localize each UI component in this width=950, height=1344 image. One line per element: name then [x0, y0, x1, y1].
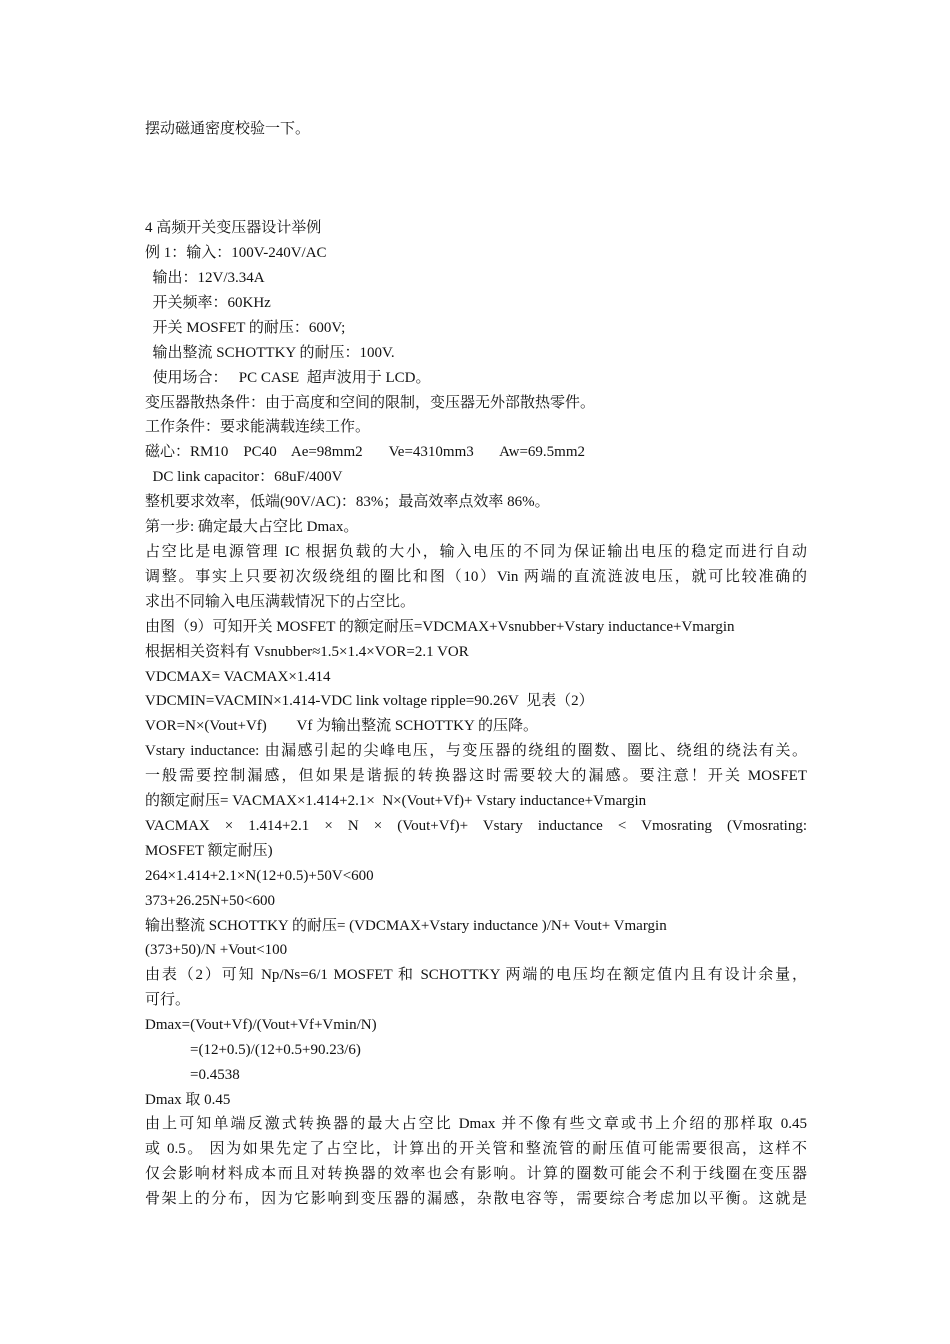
text-line: 磁心：RM10 PC40 Ae=98mm2 Ve=4310mm3 Aw=69.5mm2: [145, 444, 586, 460]
text-line: VDCMIN=VACMIN×1.414-VDC link voltage ripple=90.26V 见表（2）: [145, 693, 594, 709]
text-line: 输出整流 SCHOTTKY 的耐压：100V.: [145, 345, 395, 361]
text-line: 占空比是电源管理 IC 根据负载的大小，输入电压的不同为保证输出电压的稳定而进行自动: [145, 544, 807, 560]
formula-line: Dmax=(Vout+Vf)/(Vout+Vf+Vmin/N): [145, 1017, 377, 1033]
text-line: 可行。: [145, 992, 191, 1008]
text-line: 仅会影响材料成本而且对转换器的效率也会有影响。计算的圈数可能会不利于线圈在变压器: [145, 1166, 807, 1182]
formula-line: =(12+0.5)/(12+0.5+90.23/6): [145, 1042, 361, 1058]
text-line: 的额定耐压= VACMAX×1.414+2.1× N×(Vout+Vf)+ Vstary inductance+Vmargin: [145, 793, 647, 809]
text-line: 由图（9）可知开关 MOSFET 的额定耐压=VDCMAX+Vsnubber+Vstary inductance+Vmargin: [145, 619, 735, 635]
text-line: 开关 MOSFET 的耐压：600V;: [145, 320, 346, 336]
text-line: 由上可知单端反激式转换器的最大占空比 Dmax 并不像有些文章或书上介绍的那样取 0.45: [145, 1116, 807, 1132]
text-line: Vstary inductance: 由漏感引起的尖峰电压，与变压器的绕组的圈数、圈比、绕组的绕法有关。: [145, 743, 807, 759]
text-line: 整机要求效率，低端(90V/AC)：83%；最高效率点效率 86%。: [145, 494, 550, 510]
text-line: 一般需要控制漏感，但如果是谐振的转换器这时需要较大的漏感。要注意！开关 MOSFET: [145, 768, 807, 784]
text-line: 根据相关资料有 Vsnubber≈1.5×1.4×VOR=2.1 VOR: [145, 644, 469, 660]
text-line: 使用场合： PC CASE 超声波用于 LCD。: [145, 370, 431, 386]
text-line: 第一步: 确定最大占空比 Dmax。: [145, 519, 359, 535]
text-line: VACMAX × 1.414+2.1 × N × (Vout+Vf)+ Vstary inductance < Vmosrating (Vmosrating:: [145, 818, 807, 834]
text-line: 输出整流 SCHOTTKY 的耐压= (VDCMAX+Vstary inductance )/N+ Vout+ Vmargin: [145, 918, 667, 934]
text-line: 摆动磁通密度校验一下。: [145, 121, 311, 137]
text-line: DC link capacitor：68uF/400V: [145, 469, 343, 485]
text-line: 求出不同输入电压满载情况下的占空比。: [145, 594, 416, 610]
text-line: MOSFET 额定耐压): [145, 843, 273, 859]
text-line: VOR=N×(Vout+Vf) Vf 为输出整流 SCHOTTKY 的压降。: [145, 718, 539, 734]
text-line: 骨架上的分布，因为它影响到变压器的漏感，杂散电容等，需要综合考虑加以平衡。这就是: [145, 1191, 807, 1207]
text-line: Dmax 取 0.45: [145, 1092, 231, 1108]
text-line: 开关频率：60KHz: [145, 295, 271, 311]
text-line: 由表（2）可知 Np/Ns=6/1 MOSFET 和 SCHOTTKY 两端的电压均在额定值内且有设计余量，: [145, 967, 807, 983]
text-line: 373+26.25N+50<600: [145, 893, 275, 909]
text-line: 例 1：输入：100V-240V/AC: [145, 245, 327, 261]
section-heading: 4 高频开关变压器设计举例: [145, 220, 322, 236]
text-line: VDCMAX= VACMAX×1.414: [145, 669, 331, 685]
text-line: 输出：12V/3.34A: [145, 270, 265, 286]
text-line: 工作条件：要求能满载连续工作。: [145, 419, 371, 435]
text-line: 调整。事实上只要初次级绕组的圈比和图（10）Vin 两端的直流涟波电压，就可比较准确的: [145, 569, 807, 585]
text-line: 或 0.5。 因为如果先定了占空比，计算出的开关管和整流管的耐压值可能需要很高，这样不: [145, 1141, 807, 1157]
formula-line: =0.4538: [145, 1067, 240, 1083]
text-line: 变压器散热条件：由于高度和空间的限制，变压器无外部散热零件。: [145, 395, 596, 411]
text-line: 264×1.414+2.1×N(12+0.5)+50V<600: [145, 868, 374, 884]
text-line: (373+50)/N +Vout<100: [145, 942, 288, 958]
